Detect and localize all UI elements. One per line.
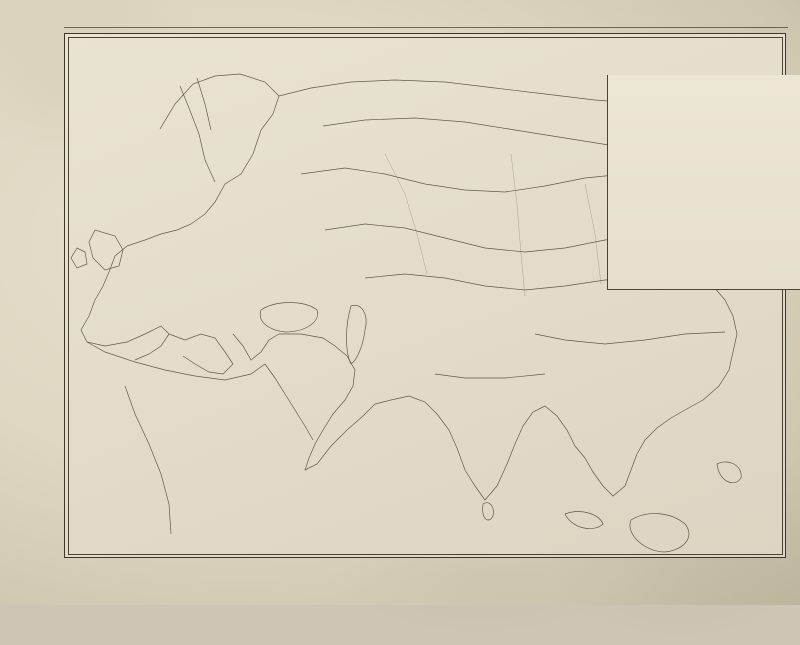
map-frame <box>64 33 786 558</box>
header-rule <box>64 27 788 28</box>
legend-panel <box>607 75 800 290</box>
map-title-block <box>151 89 331 92</box>
